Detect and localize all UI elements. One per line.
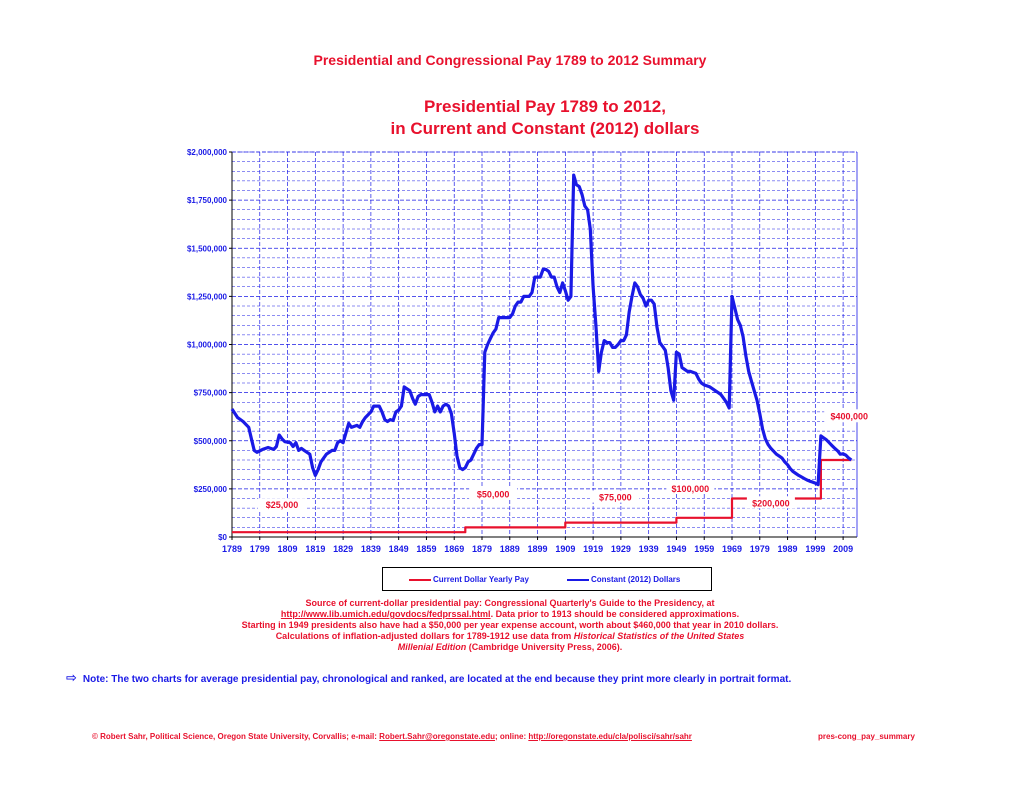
source-line-1: Source of current-dollar presidential pay: Congressional Quarterly's Guide to the Presidency, at bbox=[305, 598, 715, 608]
legend-swatch-current-dollar bbox=[409, 579, 431, 581]
source-link[interactable]: http://www.lib.umich.edu/govdocs/fedprssal.html bbox=[280, 609, 491, 619]
footer-filename: pres-cong_pay_summary bbox=[818, 732, 915, 741]
x-tick-label: 1859 bbox=[416, 544, 437, 554]
x-tick-label: 1879 bbox=[471, 544, 493, 554]
source-line-4 bbox=[0, 631, 1020, 642]
source-line-3: Starting in 1949 presidents also have had a $50,000 per year expense account, worth about $460,000 that year in 2010 dollars. bbox=[241, 620, 779, 630]
x-tick-label: 1999 bbox=[805, 544, 826, 554]
footer-url-link[interactable]: http://oregonstate.edu/cla/polisci/sahr/sahr bbox=[528, 732, 692, 741]
legend-label-constant-dollars: Constant (2012) Dollars bbox=[591, 575, 681, 584]
y-tick-label: $750,000 bbox=[193, 388, 227, 398]
x-tick-label: 1979 bbox=[749, 544, 770, 554]
source-line-4-text: Calculations of inflation-adjusted dollars for 1789-1912 use data from bbox=[275, 631, 574, 641]
x-tick-label: 2009 bbox=[833, 544, 854, 554]
chart-title-line2: in Current and Constant (2012) dollars bbox=[390, 119, 700, 138]
source-line-5 bbox=[0, 642, 1020, 653]
y-tick-label: $500,000 bbox=[193, 436, 227, 446]
annotation-label: $400,000 bbox=[830, 411, 868, 422]
note-text: Note: The two charts for average presidential pay, chronological and ranked, are located at the end because they print more clearly in portrait format. bbox=[82, 674, 792, 685]
x-tick-label: 1829 bbox=[333, 544, 354, 554]
y-tick-label: $1,750,000 bbox=[186, 196, 227, 206]
source-book-title: Historical Statistics of the United States bbox=[573, 631, 745, 641]
x-tick-label: 1849 bbox=[388, 544, 409, 554]
footer-credit: © Robert Sahr, Political Science, Oregon State University, Corvallis; e-mail: bbox=[92, 732, 380, 741]
annotation-label: $75,000 bbox=[599, 492, 632, 503]
series-line-constant-dollars bbox=[232, 175, 851, 485]
x-tick-label: 1869 bbox=[444, 544, 465, 554]
x-tick-label: 1989 bbox=[777, 544, 798, 554]
footer bbox=[92, 732, 942, 741]
x-tick-label: 1819 bbox=[305, 544, 326, 554]
source-line-2 bbox=[0, 609, 1020, 620]
chart-title-line1: Presidential Pay 1789 to 2012, bbox=[424, 97, 666, 116]
x-tick-label: 1809 bbox=[277, 544, 298, 554]
legend-item-constant-dollars bbox=[567, 575, 680, 584]
y-tick-label: $2,000,000 bbox=[186, 148, 227, 157]
x-tick-label: 1969 bbox=[721, 544, 743, 554]
x-tick-label: 1839 bbox=[360, 544, 381, 554]
arrow-right-icon: ⇨ bbox=[66, 670, 77, 685]
y-tick-label: $1,500,000 bbox=[186, 244, 227, 254]
y-tick-label: $1,250,000 bbox=[186, 292, 227, 302]
source-line-2-rest: . Data prior to 1913 should be considered approximations. bbox=[490, 609, 740, 619]
x-tick-label: 1909 bbox=[555, 544, 576, 554]
annotation-label: $200,000 bbox=[752, 498, 790, 509]
x-tick-label: 1799 bbox=[249, 544, 270, 554]
source-publisher: (Cambridge University Press, 2006). bbox=[466, 642, 623, 652]
legend-label-current-dollar: Current Dollar Yearly Pay bbox=[433, 575, 529, 584]
x-tick-label: 1929 bbox=[610, 544, 631, 554]
chart-legend bbox=[382, 567, 712, 591]
series-line-current-dollar bbox=[232, 460, 851, 532]
legend-item-current-dollar bbox=[409, 575, 529, 584]
y-tick-label: $0 bbox=[218, 533, 227, 542]
page-title: Presidential and Congressional Pay 1789 to 2012 Summary bbox=[313, 52, 707, 68]
annotation-label: $25,000 bbox=[265, 500, 299, 511]
annotation-label: $50,000 bbox=[476, 489, 510, 500]
x-tick-label: 1789 bbox=[221, 544, 243, 554]
annotation-label: $100,000 bbox=[671, 483, 710, 494]
x-tick-label: 1899 bbox=[527, 544, 548, 554]
footer-online-label: ; online: bbox=[495, 732, 529, 741]
x-tick-label: 1939 bbox=[638, 544, 659, 554]
x-tick-label: 1949 bbox=[666, 544, 687, 554]
x-tick-label: 1889 bbox=[499, 544, 520, 554]
y-tick-label: $1,000,000 bbox=[186, 340, 227, 350]
footer-email-link[interactable]: Robert.Sahr@oregonstate.edu bbox=[379, 732, 495, 741]
y-tick-label: $250,000 bbox=[193, 484, 227, 494]
legend-swatch-constant-dollars bbox=[567, 579, 589, 581]
x-tick-label: 1959 bbox=[694, 544, 715, 554]
source-note bbox=[0, 598, 1020, 653]
source-edition: Millenial Edition bbox=[397, 642, 467, 652]
portrait-note bbox=[66, 670, 966, 686]
x-tick-label: 1919 bbox=[583, 544, 604, 554]
